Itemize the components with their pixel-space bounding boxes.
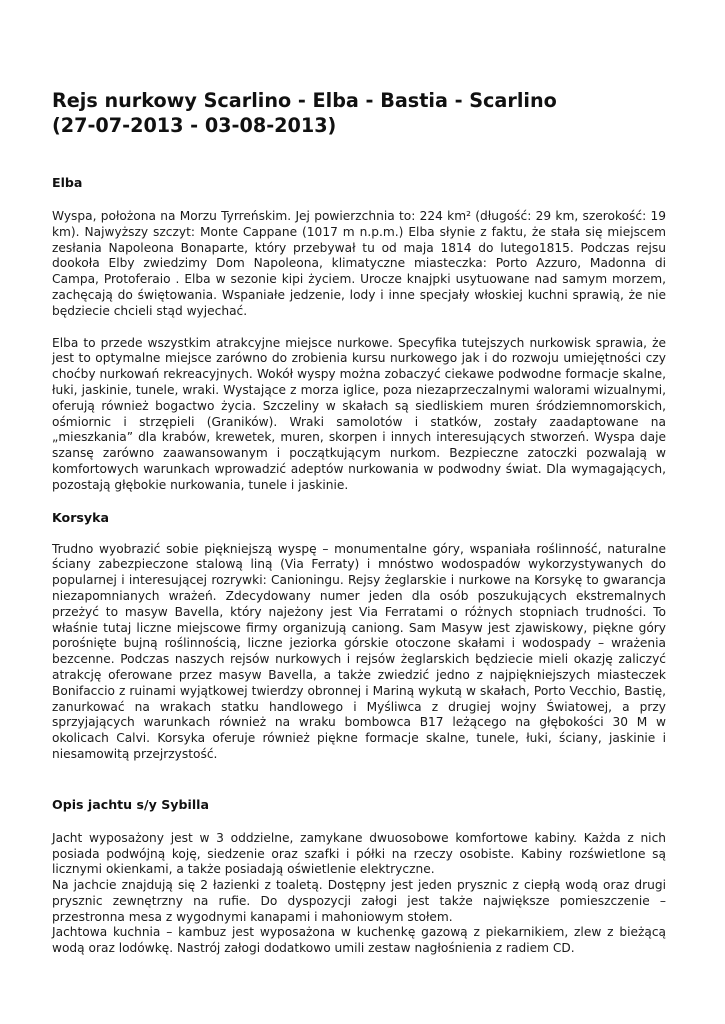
section-heading-jacht: Opis jachtu s/y Sybilla: [52, 796, 209, 812]
section-heading-elba: Elba: [52, 175, 83, 190]
jacht-line-1: Jacht wyposażony jest w 3 oddzielne, zamykane dwuosobowe komfortowe kabiny. Każda z nich posiada podwójną koję, siedzenie oraz szafki i półki na rzeczy osobiste. Kabiny rozświetlone są licznymi okienkami, a także posiadają oświetlenie elektryczne.: [52, 830, 666, 877]
korsyka-paragraph: Trudno wyobrazić sobie piękniejszą wyspę – monumentalne góry, wspaniała roślinność, naturalne ściany zabezpieczone stalową liną (Via Ferraty) i mnóstwo wodospadów wykorzystywanych do popularnej i interesującej rozrywki: Canioningu. Rejsy żeglarskie i nurkowe na Korsykę to gwarancja niezapomnianych wrażeń. Zdecydowany numer jeden dla osób poszukujących ekstremalnych przeżyć to masyw Bavella, który najeżony jest Via Ferratami o różnych stopniach trudności. To właśnie tutaj liczne miejscowe firmy organizują caniong. Sam Masyw jest zjawiskowy, piękne góry porośnięte bujną roślinnością, liczne jeziorka górskie otoczone skałami i wodospady – wrażenia bezcenne. Podczas naszych rejsów nurkowych i rejsów żeglarskich będziecie mieli okazję zaliczyć atrakcję oferowane przez masyw Bavella, a także zwiedzić jedno z najpiękniejszych miasteczek Bonifaccio z ruinami wyjątkowej twierdzy obronnej i Mariną wykutą w skałach, Porto Vecchio, Bastię, zanurkować na wrakach statku handlowego i Myśliwca z drugiej wojny Światowej, a przy sprzyjających warunkach również na wraku bombowca B17 leżącego na głębokości 30 M w okolicach Calvi. Korsyka oferuje również piękne formacje skalne, tunele, łuki, ściany, jaskinie i niesamowitą przejrzystość.: [52, 541, 666, 761]
elba-paragraph-2: Elba to przede wszystkim atrakcyjne miejsce nurkowe. Specyfika tutejszych nurkowisk sprawia, że jest to optymalne miejsce zarówno do zrobienia kursu nurkowego jak i do rozwoju umiejętności czy choćby nurkowań rekreacyjnych. Wokół wyspy można zobaczyć ciekawe podwodne formacje skalne, łuki, jaskinie, tunele, wraki. Wystające z morza iglice, poza niezaprzeczalnymi walorami wizualnymi, oferują również bogactwo życia. Szczeliny w skałach są siedliskiem muren śródziemnomorskich, ośmiornic i strzępieli (Graników). Wraki samolotów i statków, zostały zaadaptowane na „mieszkania” dla krabów, krewetek, muren, skorpen i innych interesujących stworzeń. Wyspa daje szansę zarówno zaawansowanym i początkującym nurkom. Bezpieczne zatoczki pozwalają w komfortowych warunkach wprowadzić adeptów nurkowania w podwodny świat. Dla wymagających, pozostają głębokie nurkowania, tunele i jaskinie.: [52, 335, 666, 492]
document-page: [52, 88, 666, 957]
jacht-line-2: Na jachcie znajdują się 2 łazienki z toaletą. Dostępny jest jeden prysznic z ciepłą wodą oraz drugi prysznic zewnętrzny na rufie. Do dyspozycji załogi jest także największe pomieszczenie – przestronna mesa z wygodnymi kanapami i mahoniowym stołem.: [52, 878, 666, 924]
elba-paragraph-1: Wyspa, położona na Morzu Tyrreńskim. Jej powierzchnia to: 224 km² (długość: 29 km, szerokość: 19 km). Najwyższy szczyt: Monte Cappane (1017 m n.p.m.) Elba słynie z faktu, że stała się miejscem zesłania Napoleona Bonaparte, który przebywał tu od maja 1814 do lutego1815. Podczas rejsu dookoła Elby zwiedzimy Dom Napoleona, klimatyczne miasteczka: Porto Azzuro, Madonna di Campa, Protoferaio . Elba w sezonie kipi życiem. Urocze knajpki usytuowane nad samym morzem, zachęcają do świętowania. Wspaniałe jedzenie, lody i inne specjały włoskiej kuchni sprawią, że nie będziecie chcieli stąd wyjechać.: [52, 209, 666, 318]
page-title: [52, 88, 666, 138]
jacht-line-3: Jachtowa kuchnia – kambuz jest wyposażona w kuchenkę gazową z piekarnikiem, zlew z bieżącą wodą oraz lodówkę. Nastrój załogi dodatkowo umili zestaw nagłośnienia z radiem CD.: [52, 925, 666, 956]
jacht-paragraph: [52, 831, 666, 957]
section-heading-korsyka: Korsyka: [52, 509, 109, 525]
title-line: Rejs nurkowy Scarlino - Elba - Bastia - Scarlino: [52, 89, 557, 112]
title-dates: (27-07-2013 - 03-08-2013): [52, 114, 337, 137]
